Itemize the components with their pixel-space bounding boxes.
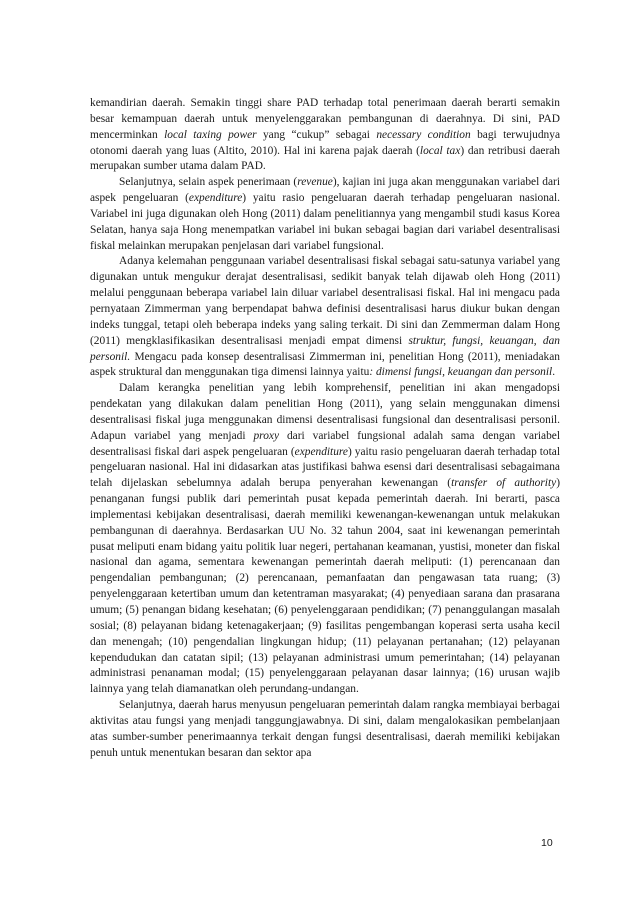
italic-text: : dimensi fungsi, keuangan dan personil	[369, 366, 553, 379]
paragraph-2	[90, 175, 560, 254]
paragraph-1	[90, 96, 560, 175]
text-run: Mengacu pada konsep desentralisasi Zimmerman ini, penelitian Hong (2011), meniadakan aspek struktural dan menggunakan tiga dimensi lainnya yaitu	[90, 350, 560, 379]
paragraph-5	[90, 698, 560, 761]
text-run: ) dan retribusi daerah merupakan sumber utama dalam PAD.	[90, 144, 560, 173]
text-run: .	[552, 366, 556, 379]
italic-text: necessary condition	[376, 128, 471, 141]
text-run: ) yaitu rasio pengeluaran daerah terhadap total pengeluaran nasional. Hal ini didasarkan atas justifikasi bahwa esensi dari desentralisasi sebagaimana telah dijelaskan sebelumnya adalah berupa penyerahan kewenangan (	[90, 445, 560, 490]
paragraph-4	[90, 381, 560, 698]
text-run: ), kajian ini juga akan menggunakan variabel dari aspek pengeluaran (	[90, 176, 560, 205]
text-run: ) penanganan fungsi publik dari pemerintah pusat kepada pemerintah daerah. Ini berarti, pasca implementasi kebijakan desentralisasi, daerah memiliki kewenangan-kewenangan untuk melakukan pembangunan di daerahnya. Berdasarkan UU No. 32 tahun 2004, saat ini kewenangan pemerintah pusat meliputi enam bidang yaitu politik luar negeri, pertahanan keamanan, yustisi, moneter dan fiskal nasional dan agama, sementara kewenangan pemerintah daerah meliputi: (1) perencanaan dan pengendalian pembangunan; (2) perencanaan, pemanfaatan dan pengawasan tata ruang; (3) penyelenggaraan ketertiban umum dan ketentraman masyarakat; (4) penyediaan sarana dan prasarana umum; (5) penangan bidang kesehatan; (6) penyelenggaraan pendidikan; (7) penanggulangan masalah sosial; (8) pelayanan bidang ketenagakerjaan; (9) fasilitas pengembangan koperasi serta usaha kecil dan menengah; (10) pengendalian lingkungan hidup; (11) pelayanan pertanahan; (12) pelayanan kependudukan dan catatan sipil; (13) pelayanan administrasi umum pemerintahan; (14) pelayanan administrasi penanaman modal; (15) penyelenggaraan pelayanan dasar lainnya; (16) urusan wajib lainnya yang telah diamanatkan oleh perundang-undangan.	[90, 477, 560, 696]
text-run: kemandirian daerah. Semakin tinggi share PAD terhadap total penerimaan daerah berarti semakin besar kemampuan daerah untuk menyelenggarakan pembangunan di daerahnya. Di sini, PAD mencerminkan	[90, 97, 560, 141]
text-run: bagi terwujudnya otonomi daerah yang luas (Altito, 2010). Hal ini karena pajak daerah (	[90, 128, 561, 157]
text-run: Selanjutnya, daerah harus menyusun pengeluaran pemerintah dalam rangka membiayai berbagai aktivitas atau fungsi yang menjadi tanggungjawabnya. Di sini, dalam mengalokasikan pembelanjaan atas sumber-sumber penerimaannya terkait dengan fungsi desentralisasi, daerah memiliki kebijakan penuh untuk menentukan besaran dan sektor apa	[90, 699, 560, 759]
text-run: yang “cukup” sebagai	[256, 128, 377, 141]
italic-text: transfer of authority	[451, 477, 557, 490]
italic-text: revenue	[297, 176, 333, 189]
italic-text: local taxing power	[164, 128, 257, 141]
text-run: ) yaitu rasio pengeluaran daerah terhadap pengeluaran nasional. Variabel ini juga digunakan oleh Hong (2011) dalam penelitiannya yang mengambil studi kasus Korea Selatan, hanya saja Hong menempatkan variabel ini bukan sebagai bagian dari variabel desentralisasi fiskal melainkan merupakan penjelasan dari variabel fungsional.	[90, 192, 560, 252]
text-run: Selanjutnya, selain aspek penerimaan (	[119, 176, 298, 189]
text-run: Adanya kelemahan penggunaan variabel desentralisasi fiskal sebagai satu-satunya variabel yang digunakan untuk mengukur derajat desentralisasi, sedikit banyak telah dijawab oleh Hong (2011) melalui penggunaan beberapa variabel lain diluar variabel desentralisasi fiskal. Hal ini mengacu pada pernyataan Zimmerman yang berpendapat bahwa definisi desentralisasi harus diukur bukan dengan indeks tunggal, tetapi oleh beberapa indeks yang saling terkait. Di sini dan Zemmerman dalam Hong (2011) mengklasifikasikan desentralisasi menjadi empat dimensi	[90, 255, 560, 347]
paragraph-3	[90, 254, 560, 381]
italic-text: expenditure	[294, 445, 348, 458]
italic-text: local tax	[419, 144, 461, 157]
italic-text: struktur, fungsi, keuangan, dan personil.	[90, 334, 560, 363]
italic-text: expenditure	[188, 192, 243, 205]
page-body	[90, 96, 560, 761]
text-run: Dalam kerangka penelitian yang lebih komprehensif, penelitian ini akan mengadopsi pendekatan yang dilakukan dalam penelitian Hong (2011), yang selain menggunakan dimensi desentralisasi fiskal juga menggunakan dimensi desentralisasi fungsional dan desentralisasi personil. Adapun variabel yang menjadi	[90, 382, 560, 442]
text-run: dari variabel fungsional adalah sama dengan variabel desentralisasi fiskal dari aspek pengeluaran (	[90, 429, 560, 458]
italic-text: proxy	[253, 429, 279, 442]
page-number: 10	[541, 837, 553, 849]
